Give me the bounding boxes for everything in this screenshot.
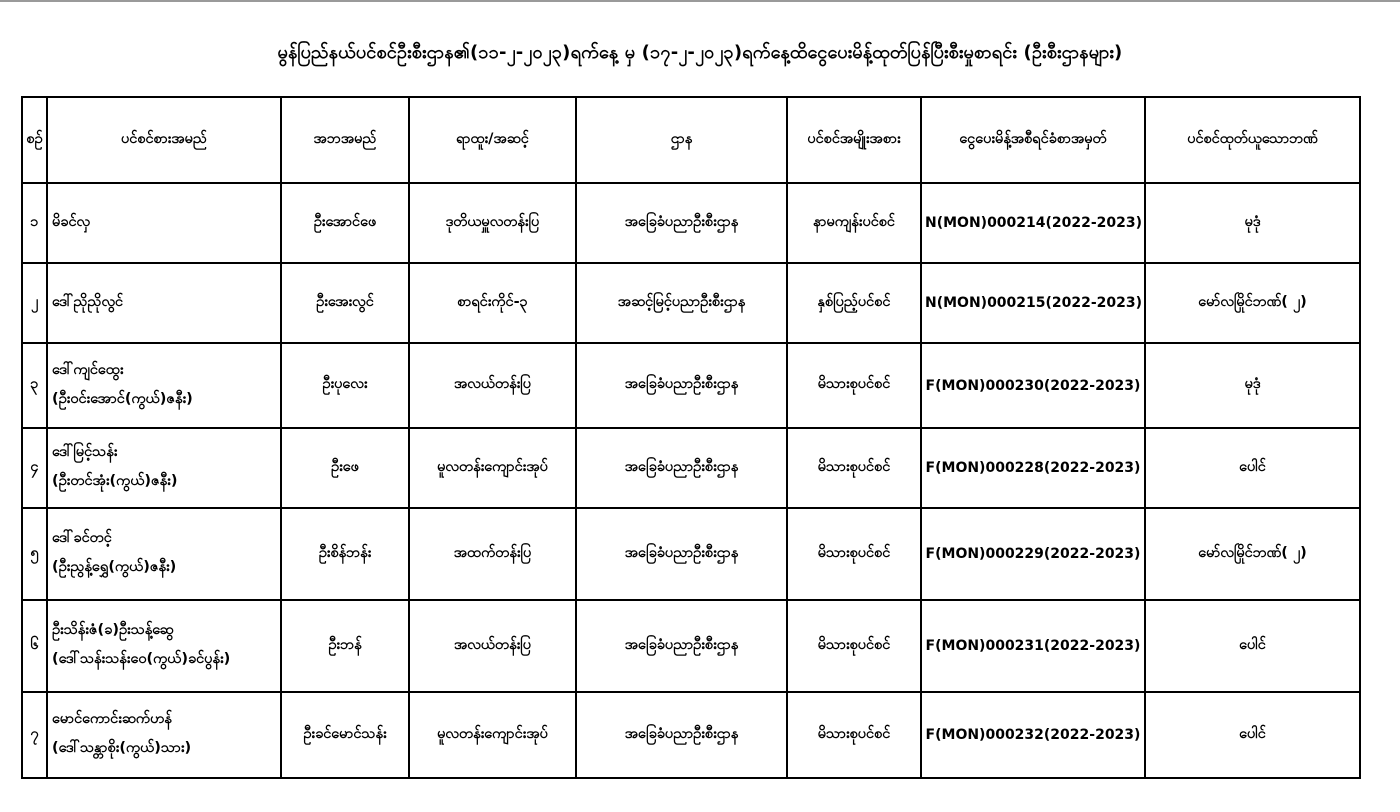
- name-sub-text: (ဦးဝင်းအောင်(ကွယ်)ဇနီး): [52, 390, 193, 407]
- cell-dept: [576, 263, 787, 343]
- no-text: ၅: [30, 544, 39, 561]
- cell-dept: [576, 428, 787, 508]
- name-text: ဦးသိန်းဇံ(ခ)ဦးသန့်ဆွေ: [52, 622, 174, 638]
- cell-bank: [1145, 508, 1360, 600]
- type-text: မိသားစုပင်စင်: [817, 636, 891, 653]
- cell-type: [787, 183, 921, 263]
- bank-text: ပေါင်: [1239, 458, 1266, 475]
- type-text: နှစ်ပြည့်ပင်စင်: [817, 293, 891, 310]
- cell-rank: [409, 600, 576, 692]
- cell-no: [22, 600, 47, 692]
- code-text: N(MON)000215(2022-2023): [925, 295, 1143, 311]
- header-cell: အဘအမည်: [281, 97, 409, 183]
- bank-text: မော်လမြိုင်ဘဏ်( ၂): [1198, 293, 1307, 310]
- cell-name: [47, 183, 281, 263]
- cell-bank: [1145, 428, 1360, 508]
- no-text: ၁: [30, 213, 39, 230]
- dept-text: အခြေခံပညာဦးစီးဌာန: [624, 458, 739, 475]
- rank-text: မူလတန်းကျောင်းအုပ်: [437, 458, 548, 475]
- code-text: F(MON)000230(2022-2023): [925, 377, 1141, 394]
- cell-type: [787, 263, 921, 343]
- father-text: ဦးပုလေး: [322, 376, 368, 392]
- document-title: မွန်ပြည်နယ်ပင်စင်ဦးစီးဌာန၏(၁၁-၂-၂၀၂၃)ရက်နေ့ မှ (၁၇-၂-၂၀၂၃)ရက်နေ့ထိငွေပေးမိန့်ထုတ်ပြန်ပြီးစီးမှုစာရင်း (ဦးစီးဌာနများ): [277, 42, 1123, 63]
- cell-name: [47, 343, 281, 428]
- header-cell: ဌာန: [576, 97, 787, 183]
- dept-text: အခြေခံပညာဦးစီးဌာန: [624, 544, 739, 561]
- name-text: ဒေါ်ခင်တင့်: [52, 530, 112, 546]
- rank-text: မူလတန်းကျောင်းအုပ်: [437, 725, 548, 742]
- cell-bank: [1145, 263, 1360, 343]
- type-text: နာမကျန်းပင်စင်: [813, 213, 895, 230]
- name-sub-text: (ဦးတင်အုံး(ကွယ်)ဇနီး): [52, 473, 178, 489]
- cell-father: [281, 508, 409, 600]
- name-text: မိခင်လှ: [52, 213, 91, 230]
- father-text: ဦးခင်မောင်သန်း: [303, 725, 387, 742]
- header-cell: ရာထူး/အဆင့်: [409, 97, 576, 183]
- cell-father: [281, 692, 409, 778]
- cell-type: [787, 343, 921, 428]
- name-text: မောင်ကောင်းဆက်ဟန်: [52, 711, 172, 727]
- cell-bank: [1145, 600, 1360, 692]
- bank-text: မုဒုံ: [1244, 213, 1261, 230]
- dept-text: အဆင့်မြင့်ပညာဦးစီးဌာန: [617, 293, 746, 310]
- cell-rank: [409, 183, 576, 263]
- code-text: N(MON)000214(2022-2023): [925, 215, 1143, 231]
- name-text: ဒေါ်ညိုညိုလွင်: [52, 293, 124, 310]
- cell-bank: [1145, 343, 1360, 428]
- table-row: [22, 508, 1360, 600]
- cell-name: [47, 508, 281, 600]
- table-row: [22, 428, 1360, 508]
- code-text: F(MON)000229(2022-2023): [925, 546, 1141, 562]
- cell-father: [281, 428, 409, 508]
- cell-dept: [576, 508, 787, 600]
- cell-code: [921, 428, 1145, 508]
- name-sub-text: (ဦးညွန့်ရွှေ(ကွယ်)ဇနီး): [52, 559, 177, 575]
- cell-bank: [1145, 692, 1360, 778]
- table-row: [22, 263, 1360, 343]
- rank-text: ဒုတိယမှူလတန်းပြ: [445, 213, 540, 230]
- father-text: ဦးဘန်: [328, 636, 362, 653]
- cell-rank: [409, 508, 576, 600]
- name-text: ဒေါ်ကျင်ထွေး: [52, 361, 124, 378]
- table-row: [22, 343, 1360, 428]
- cell-dept: [576, 692, 787, 778]
- no-text: ၃: [30, 376, 39, 392]
- cell-code: [921, 183, 1145, 263]
- table-row: [22, 183, 1360, 263]
- cell-father: [281, 343, 409, 428]
- code-text: F(MON)000231(2022-2023): [925, 638, 1141, 654]
- header-cell: ပင်စင်အမျိုးအစား: [787, 97, 921, 183]
- cell-code: [921, 508, 1145, 600]
- cell-rank: [409, 428, 576, 508]
- table-row: [22, 692, 1360, 778]
- code-text: F(MON)000232(2022-2023): [925, 727, 1141, 743]
- dept-text: အခြေခံပညာဦးစီးဌာန: [624, 636, 739, 653]
- father-text: ဦးဖေ: [331, 458, 359, 475]
- bank-text: မော်လမြိုင်ဘဏ်( ၂): [1198, 544, 1307, 561]
- header-cell: ပင်စင်ထုတ်ယူသောဘဏ်: [1145, 97, 1360, 183]
- rank-text: အထက်တန်းပြ: [453, 544, 532, 561]
- cell-code: [921, 343, 1145, 428]
- bank-text: ပေါင်: [1239, 725, 1266, 742]
- table-row: [22, 600, 1360, 692]
- cell-type: [787, 428, 921, 508]
- dept-text: အခြေခံပညာဦးစီးဌာန: [624, 213, 739, 230]
- type-text: မိသားစုပင်စင်: [817, 725, 891, 742]
- cell-rank: [409, 263, 576, 343]
- cell-no: [22, 183, 47, 263]
- name-text: ဒေါ်မြင့်သန်း: [52, 444, 118, 460]
- top-divider: [0, 0, 1400, 2]
- type-text: မိသားစုပင်စင်: [817, 544, 891, 561]
- no-text: ၆: [30, 636, 39, 653]
- no-text: ၂: [30, 293, 39, 310]
- cell-no: [22, 428, 47, 508]
- cell-name: [47, 263, 281, 343]
- cell-code: [921, 692, 1145, 778]
- code-text: F(MON)000228(2022-2023): [925, 460, 1141, 476]
- bank-text: ပေါင်: [1239, 636, 1266, 653]
- cell-no: [22, 343, 47, 428]
- cell-code: [921, 600, 1145, 692]
- type-text: မိသားစုပင်စင်: [817, 376, 891, 392]
- cell-name: [47, 600, 281, 692]
- dept-text: အခြေခံပညာဦးစီးဌာန: [624, 725, 739, 742]
- cell-dept: [576, 343, 787, 428]
- cell-type: [787, 508, 921, 600]
- header-cell: ပင်စင်စားအမည်: [47, 97, 281, 183]
- cell-father: [281, 183, 409, 263]
- father-text: ဦးအေးလွင်: [316, 293, 374, 310]
- cell-dept: [576, 183, 787, 263]
- cell-rank: [409, 343, 576, 428]
- cell-name: [47, 692, 281, 778]
- cell-type: [787, 600, 921, 692]
- cell-father: [281, 263, 409, 343]
- cell-name: [47, 428, 281, 508]
- bank-text: မုဒုံ: [1244, 376, 1261, 392]
- cell-rank: [409, 692, 576, 778]
- no-text: ၇: [30, 725, 39, 742]
- cell-bank: [1145, 183, 1360, 263]
- cell-no: [22, 692, 47, 778]
- type-text: မိသားစုပင်စင်: [817, 458, 891, 475]
- father-text: ဦးအောင်ဖေ: [313, 213, 377, 230]
- father-text: ဦးစိန်ဘန်း: [318, 544, 372, 561]
- header-cell: စဉ်: [22, 97, 47, 183]
- name-sub-text: (ဒေါ်သန်းသန်းဝေ(ကွယ်)ခင်ပွန်း): [52, 651, 231, 667]
- dept-text: အခြေခံပညာဦးစီးဌာန: [624, 376, 739, 392]
- table-header-row: [22, 97, 1360, 183]
- name-sub-text: (ဒေါ်သန္တာစိုး(ကွယ်)သား): [52, 740, 192, 756]
- cell-no: [22, 508, 47, 600]
- header-cell: ငွေပေးမိန့်အစီရင်ခံစာအမှတ်: [921, 97, 1145, 183]
- pension-table: [21, 96, 1361, 779]
- rank-text: အလယ်တန်းပြ: [454, 636, 531, 653]
- cell-father: [281, 600, 409, 692]
- cell-code: [921, 263, 1145, 343]
- no-text: ၄: [30, 458, 39, 475]
- rank-text: အလယ်တန်းပြ: [454, 376, 531, 392]
- cell-dept: [576, 600, 787, 692]
- cell-no: [22, 263, 47, 343]
- cell-type: [787, 692, 921, 778]
- rank-text: စာရင်းကိုင်-၃: [457, 293, 528, 310]
